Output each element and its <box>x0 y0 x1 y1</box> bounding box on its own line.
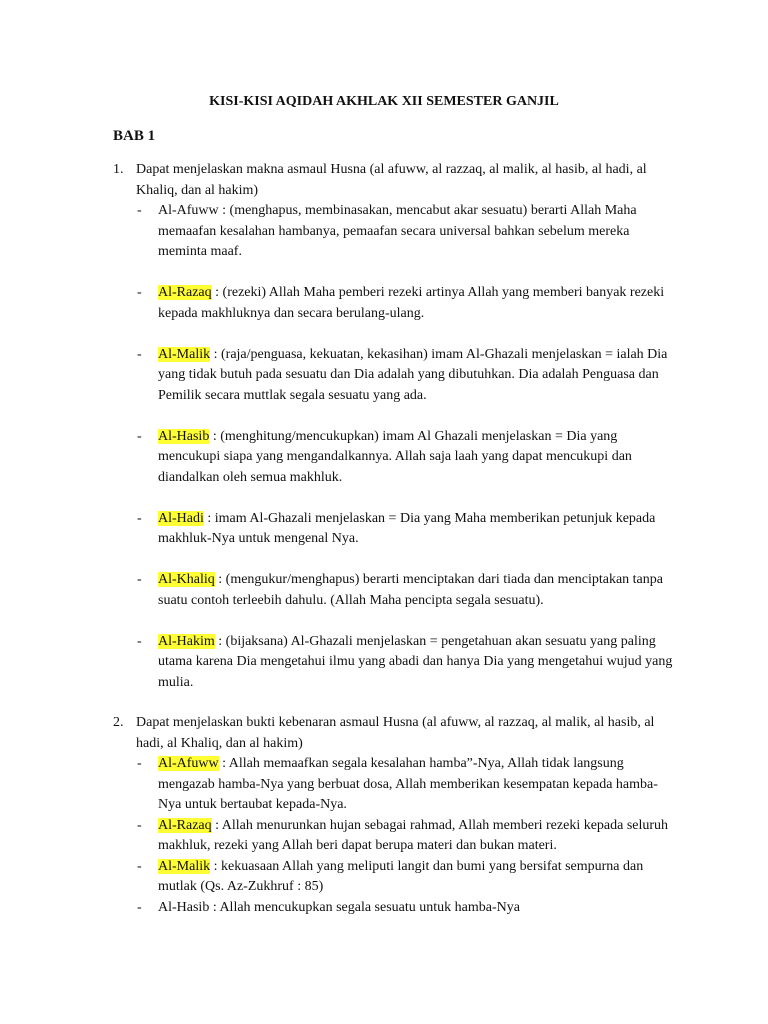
bullet-al-malik <box>113 345 673 407</box>
dash-marker: - <box>137 428 142 444</box>
bullet-al-afuww <box>113 754 673 816</box>
dash-marker: - <box>137 756 142 771</box>
dash-marker: - <box>137 510 142 526</box>
bullet-list <box>113 201 673 693</box>
term-highlight: Al-Razaq <box>158 817 212 833</box>
term-description: : Allah memaafkan segala kesalahan hamba”-Nya, Allah tidak langsung mengazab hamba-Nya yang berbuat dosa, Allah memberikan kesempatan kepada hamba-Nya untuk bertaubat kepada-Nya. <box>158 756 658 812</box>
term-description: : (menghitung/mencukupkan) imam Al Ghazali menjelaskan = Dia yang mencukupi siapa yang mengandalkannya. Allah saja laah yang dapat mencukupi dan diandalkan oleh semua makhluk. <box>158 428 632 485</box>
bullet-al-hakim <box>113 632 673 694</box>
dash-marker: - <box>137 858 142 874</box>
item-text: Dapat menjelaskan makna asmaul Husna (al afuww, al razzaq, al malik, al hasib, al hadi, al Khaliq, dan al hakim) <box>136 162 647 198</box>
term-description: : kekuasaan Allah yang meliputi langit dan bumi yang bersifat sempurna dan mutlak (Qs. Az-Zukhruf : 85) <box>158 858 644 894</box>
term-description: : imam Al-Ghazali menjelaskan = Dia yang Maha memberikan petunjuk kepada makhluk-Nya untuk mengenal Nya. <box>158 510 656 546</box>
term-description: : (bijaksana) Al-Ghazali menjelaskan = pengetahuan akan sesuatu yang paling utama karena Dia mengetahui ilmu yang abadi dan hanya Dia yang mengetahui wujud yang mulia. <box>158 633 673 690</box>
dash-marker: - <box>137 899 142 915</box>
term-description: : (menghapus, membinasakan, mencabut akar sesuatu) berarti Allah Maha memaafan kesalahan hambanya, pemaafan secara universal bahkan sebelum mereka meminta maaf. <box>158 203 637 259</box>
term-highlight: Al-Razaq <box>158 285 212 300</box>
dash-marker: - <box>137 285 142 300</box>
bullet-list <box>113 754 673 918</box>
dash-marker: - <box>137 203 142 218</box>
term-highlight: Al-Malik <box>158 858 211 874</box>
bullet-al-khaliq <box>113 570 673 611</box>
dash-marker: - <box>137 817 142 833</box>
bullet-al-razaq <box>113 816 673 857</box>
term-highlight: Al-Hadi <box>158 510 204 526</box>
dash-marker: - <box>137 633 142 649</box>
term-description: : (rezeki) Allah Maha pemberi rezeki artinya Allah yang memberi banyak rezeki kepada makhluknya dan secara berulang-ulang. <box>158 285 665 321</box>
term-highlight: Al-Malik <box>158 346 211 362</box>
list-item-1 <box>113 160 673 693</box>
term-label: Al-Afuww <box>158 203 219 218</box>
bullet-al-hadi <box>113 509 673 550</box>
dash-marker: - <box>137 572 142 587</box>
item-text: Dapat menjelaskan bukti kebenaran asmaul Husna (al afuww, al razzaq, al malik, al hasib, al hadi, al Khaliq, dan al hakim) <box>136 715 655 751</box>
document-title: KISI-KISI AQIDAH AKHLAK XII SEMESTER GANJIL <box>209 94 559 109</box>
term-highlight: Al-Hakim <box>158 633 215 649</box>
bullet-al-hasib <box>113 427 673 489</box>
term-highlight: Al-Khaliq <box>158 572 215 587</box>
term-highlight: Al-Hasib <box>158 428 210 444</box>
item-number: 2. <box>113 715 124 730</box>
term-description: : Allah mencukupkan segala sesuatu untuk hamba-Nya <box>209 899 520 915</box>
item-number: 1. <box>113 162 124 177</box>
bullet-al-hasib <box>113 898 673 919</box>
term-description: : (mengukur/menghapus) berarti menciptakan dari tiada dan menciptakan tanpa suatu contoh terleebih dahulu. (Allah Maha pencipta segala sesuatu). <box>158 572 663 608</box>
dash-marker: - <box>137 346 142 362</box>
chapter-heading: BAB 1 <box>113 128 156 144</box>
list-item-2 <box>113 713 673 918</box>
bullet-al-afuww <box>113 201 673 263</box>
bullet-al-malik <box>113 857 673 898</box>
term-label: Al-Hasib <box>158 899 210 915</box>
term-highlight: Al-Afuww <box>158 756 219 771</box>
term-description: : Allah menurunkan hujan sebagai rahmad, Allah memberi rezeki kepada seluruh makhluk, rezeki yang Allah beri dapat berupa materi dan bukan materi. <box>158 817 669 853</box>
bullet-al-razaq <box>113 283 673 324</box>
term-description: : (raja/penguasa, kekuatan, kekasihan) imam Al-Ghazali menjelaskan = ialah Dia yang tidak butuh pada sesuatu dan Dia adalah yang dibutuhkan. Dia adalah Penguasa dan Pemilik secara muttlak segala sesuatu yang ada. <box>158 346 668 403</box>
